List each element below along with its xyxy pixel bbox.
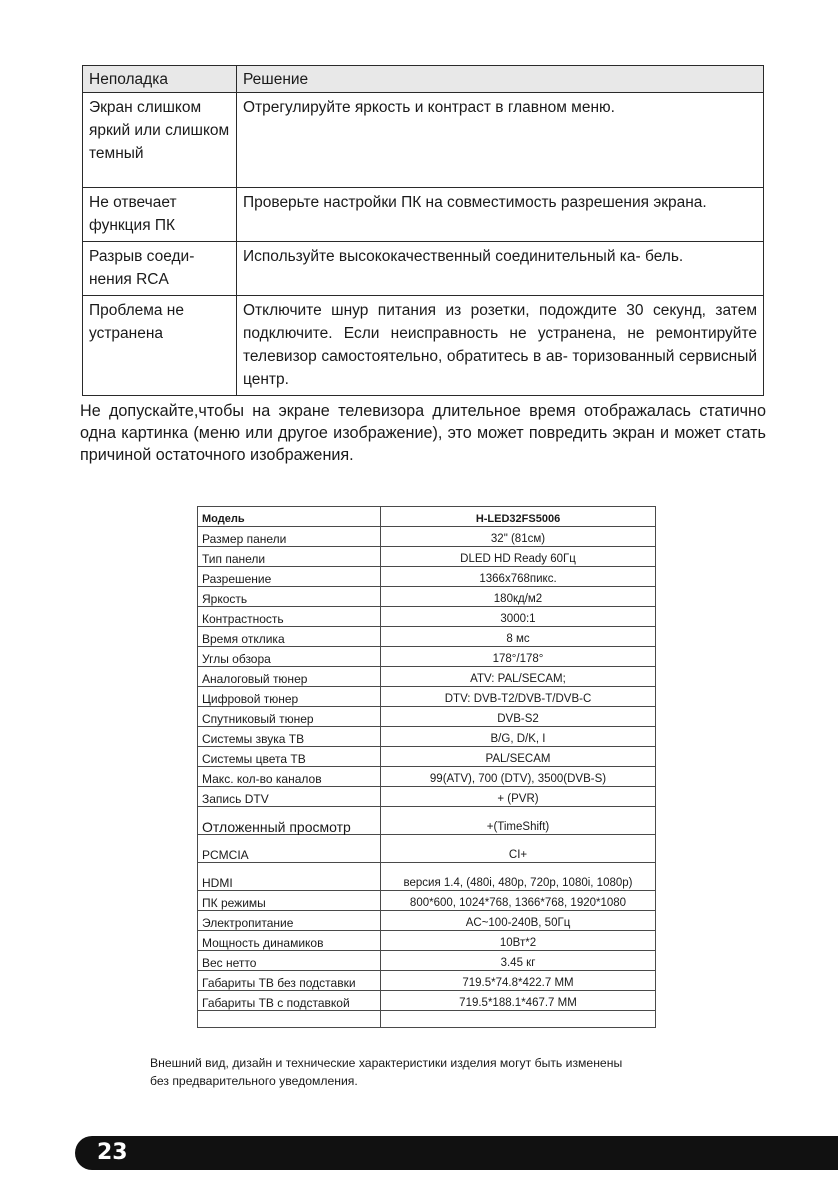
spec-value: 3000:1 — [381, 607, 656, 627]
specifications-table — [197, 506, 656, 1028]
page-number-bar — [75, 1136, 838, 1170]
spec-value: 8 мс — [381, 627, 656, 647]
table-row — [198, 547, 656, 567]
table-row — [198, 567, 656, 587]
spec-label: Запись DTV — [198, 787, 381, 807]
spec-label: Мощность динамиков — [198, 931, 381, 951]
table-row — [198, 647, 656, 667]
problem-column-header: Неполадка — [83, 66, 237, 93]
spec-label: Контрастность — [198, 607, 381, 627]
solution-cell: Проверьте настройки ПК на совместимость разрешения экрана. — [237, 188, 764, 242]
spec-label: Углы обзора — [198, 647, 381, 667]
solution-cell: Отключите шнур питания из розетки, подождите 30 секунд, затем подключите. Если неисправность не устранена, не ремонтируйте телевизор самостоятельно, обратитесь в ав- торизованный сервисный центр. — [237, 296, 764, 396]
spec-value: CI+ — [381, 835, 656, 863]
spec-value: DVB-S2 — [381, 707, 656, 727]
spec-label: PCMCIA — [198, 835, 381, 863]
model-value: H-LED32FS5006 — [381, 507, 656, 527]
spec-value: 10Вт*2 — [381, 931, 656, 951]
solution-cell: Отрегулируйте яркость и контраст в главном меню. — [237, 93, 764, 188]
spec-value: DLED HD Ready 60Гц — [381, 547, 656, 567]
table-row — [198, 971, 656, 991]
spec-label: Яркость — [198, 587, 381, 607]
troubleshooting-header-row — [83, 66, 764, 93]
spec-value: 800*600, 1024*768, 1366*768, 1920*1080 — [381, 891, 656, 911]
spec-value: 719.5*188.1*467.7 ММ — [381, 991, 656, 1011]
spec-label: Тип панели — [198, 547, 381, 567]
spec-label: Время отклика — [198, 627, 381, 647]
table-spacer-row — [198, 1011, 656, 1028]
table-row — [198, 991, 656, 1011]
problem-cell: Не отвечает функция ПК — [83, 188, 237, 242]
spec-value: 32" (81см) — [381, 527, 656, 547]
spec-label: Габариты ТВ с подставкой — [198, 991, 381, 1011]
spec-label: Габариты ТВ без подставки — [198, 971, 381, 991]
spec-value: 180кд/м2 — [381, 587, 656, 607]
table-row — [198, 707, 656, 727]
problem-cell: Разрыв соеди- нения RCA — [83, 242, 237, 296]
table-row — [83, 93, 764, 188]
spec-value: AC~100-240В, 50Гц — [381, 911, 656, 931]
spec-value: +(TimeShift) — [381, 807, 656, 835]
table-row — [198, 863, 656, 891]
solution-column-header: Решение — [237, 66, 764, 93]
table-row — [198, 835, 656, 863]
empty-cell — [198, 1011, 381, 1028]
table-row — [198, 687, 656, 707]
screen-burn-warning: Не допускайте,чтобы на экране телевизора длительное время отображалась статично одна картинка (меню или другое изображение), это может повредить экран и может стать причиной остаточного изображения. — [80, 402, 766, 464]
spec-value: DTV: DVB-T2/DVB-T/DVB-C — [381, 687, 656, 707]
table-row — [198, 951, 656, 971]
spec-value: B/G, D/K, I — [381, 727, 656, 747]
table-row — [198, 747, 656, 767]
table-row — [198, 931, 656, 951]
table-row — [198, 607, 656, 627]
spec-value: 3.45 кг — [381, 951, 656, 971]
spec-label: Цифровой тюнер — [198, 687, 381, 707]
footer-note-line: без предварительного уведомления. — [150, 1074, 358, 1088]
spec-value: PAL/SECAM — [381, 747, 656, 767]
spec-label: Макс. кол-во каналов — [198, 767, 381, 787]
table-row — [198, 767, 656, 787]
table-row — [198, 807, 656, 835]
table-row — [83, 296, 764, 396]
table-row — [198, 667, 656, 687]
troubleshooting-table — [82, 65, 764, 396]
spec-label: HDMI — [198, 863, 381, 891]
spec-value: 99(ATV), 700 (DTV), 3500(DVB-S) — [381, 767, 656, 787]
spec-value: 178°/178° — [381, 647, 656, 667]
spec-label: Вес нетто — [198, 951, 381, 971]
spec-label: Аналоговый тюнер — [198, 667, 381, 687]
spec-label: Электропитание — [198, 911, 381, 931]
table-row — [198, 727, 656, 747]
spec-label: Системы звука ТВ — [198, 727, 381, 747]
spec-label: Размер панели — [198, 527, 381, 547]
footer-note — [150, 1054, 710, 1090]
spec-value: 719.5*74.8*422.7 ММ — [381, 971, 656, 991]
problem-cell: Экран слишком яркий или слишком темный — [83, 93, 237, 188]
spec-value: 1366x768пикс. — [381, 567, 656, 587]
specs-header-row — [198, 507, 656, 527]
table-row — [198, 891, 656, 911]
table-row — [83, 188, 764, 242]
spec-value: ATV: PAL/SECAM; — [381, 667, 656, 687]
table-row — [198, 587, 656, 607]
table-row — [198, 527, 656, 547]
spec-label: Разрешение — [198, 567, 381, 587]
problem-cell: Проблема не устранена — [83, 296, 237, 396]
table-row — [198, 787, 656, 807]
table-row — [83, 242, 764, 296]
table-row — [198, 627, 656, 647]
spec-label: Спутниковый тюнер — [198, 707, 381, 727]
spec-label: Системы цвета ТВ — [198, 747, 381, 767]
page-number: 23 — [97, 1140, 128, 1165]
model-label: Модель — [198, 507, 381, 527]
spec-value: + (PVR) — [381, 787, 656, 807]
spec-value: версия 1.4, (480i, 480p, 720p, 1080i, 1080p) — [381, 863, 656, 891]
table-row — [198, 911, 656, 931]
spec-label: ПК режимы — [198, 891, 381, 911]
footer-note-line: Внешний вид, дизайн и технические характеристики изделия могут быть изменены — [150, 1056, 623, 1070]
empty-cell — [381, 1011, 656, 1028]
spec-label: Отложенный просмотр — [198, 807, 381, 835]
solution-cell: Используйте высококачественный соединительный ка- бель. — [237, 242, 764, 296]
